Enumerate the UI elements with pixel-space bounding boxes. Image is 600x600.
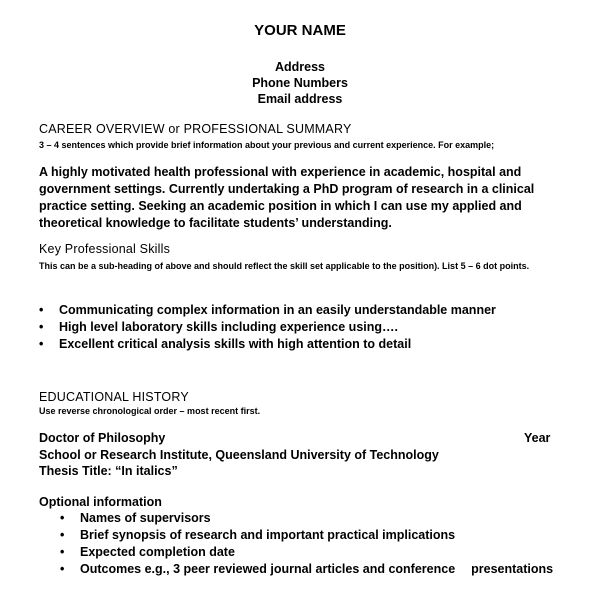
list-item	[60, 544, 553, 561]
list-item	[39, 302, 496, 319]
bullet-icon: •	[60, 511, 65, 525]
skill-text: Communicating complex information in an easily understandable manner	[59, 303, 496, 317]
degree-title: Doctor of Philosophy	[39, 431, 166, 445]
bullet-icon: •	[60, 545, 65, 559]
list-item	[39, 319, 496, 336]
education-instruction: Use reverse chronological order – most recent first.	[39, 406, 261, 416]
optional-text: Outcomes e.g., 3 peer reviewed journal articles and conference	[80, 562, 456, 576]
optional-heading: Optional information	[39, 495, 162, 509]
skill-text: High level laboratory skills including experience using….	[59, 320, 398, 334]
career-heading: CAREER OVERVIEW or PROFESSIONAL SUMMARY	[39, 122, 352, 136]
education-heading: EDUCATIONAL HISTORY	[39, 390, 189, 404]
career-instruction: 3 – 4 sentences which provide brief information about your previous and current experience. For example;	[39, 140, 495, 150]
bullet-icon: •	[60, 528, 65, 542]
bullet-icon: •	[60, 562, 65, 576]
skills-heading: Key Professional Skills	[39, 242, 171, 256]
career-paragraph: A highly motivated health professional with experience in academic, hospital and government settings. Currently undertaking a PhD program of research in a clinical practice setting. Seeking an academic position in which I can use my applied and theoretical knowledge to facilitate students’ understanding.	[39, 165, 535, 230]
email-line: Email address	[257, 92, 343, 106]
list-item	[39, 336, 496, 353]
resume-name: YOUR NAME	[254, 22, 346, 39]
skill-text: Excellent critical analysis skills with high attention to detail	[59, 337, 412, 351]
optional-text-tail: presentations	[471, 562, 554, 576]
degree-year: Year	[524, 431, 551, 445]
bullet-icon: •	[39, 303, 44, 317]
institution: School or Research Institute, Queensland University of Technology	[39, 448, 439, 462]
optional-text: Brief synopsis of research and important practical implications	[80, 528, 456, 542]
bullet-icon: •	[39, 337, 44, 351]
list-item	[60, 527, 553, 544]
skills-instruction: This can be a sub-heading of above and should reflect the skill set applicable to the position). List 5 – 6 dot points.	[39, 261, 530, 271]
phone-line: Phone Numbers	[252, 76, 348, 90]
bullet-icon: •	[39, 320, 44, 334]
list-item	[60, 510, 553, 527]
address-line: Address	[274, 60, 326, 74]
thesis-title: Thesis Title: “In italics”	[39, 464, 178, 478]
skills-list	[39, 302, 496, 353]
list-item	[60, 561, 553, 578]
optional-list	[60, 510, 553, 578]
optional-text: Names of supervisors	[80, 511, 211, 525]
optional-text: Expected completion date	[80, 545, 235, 559]
